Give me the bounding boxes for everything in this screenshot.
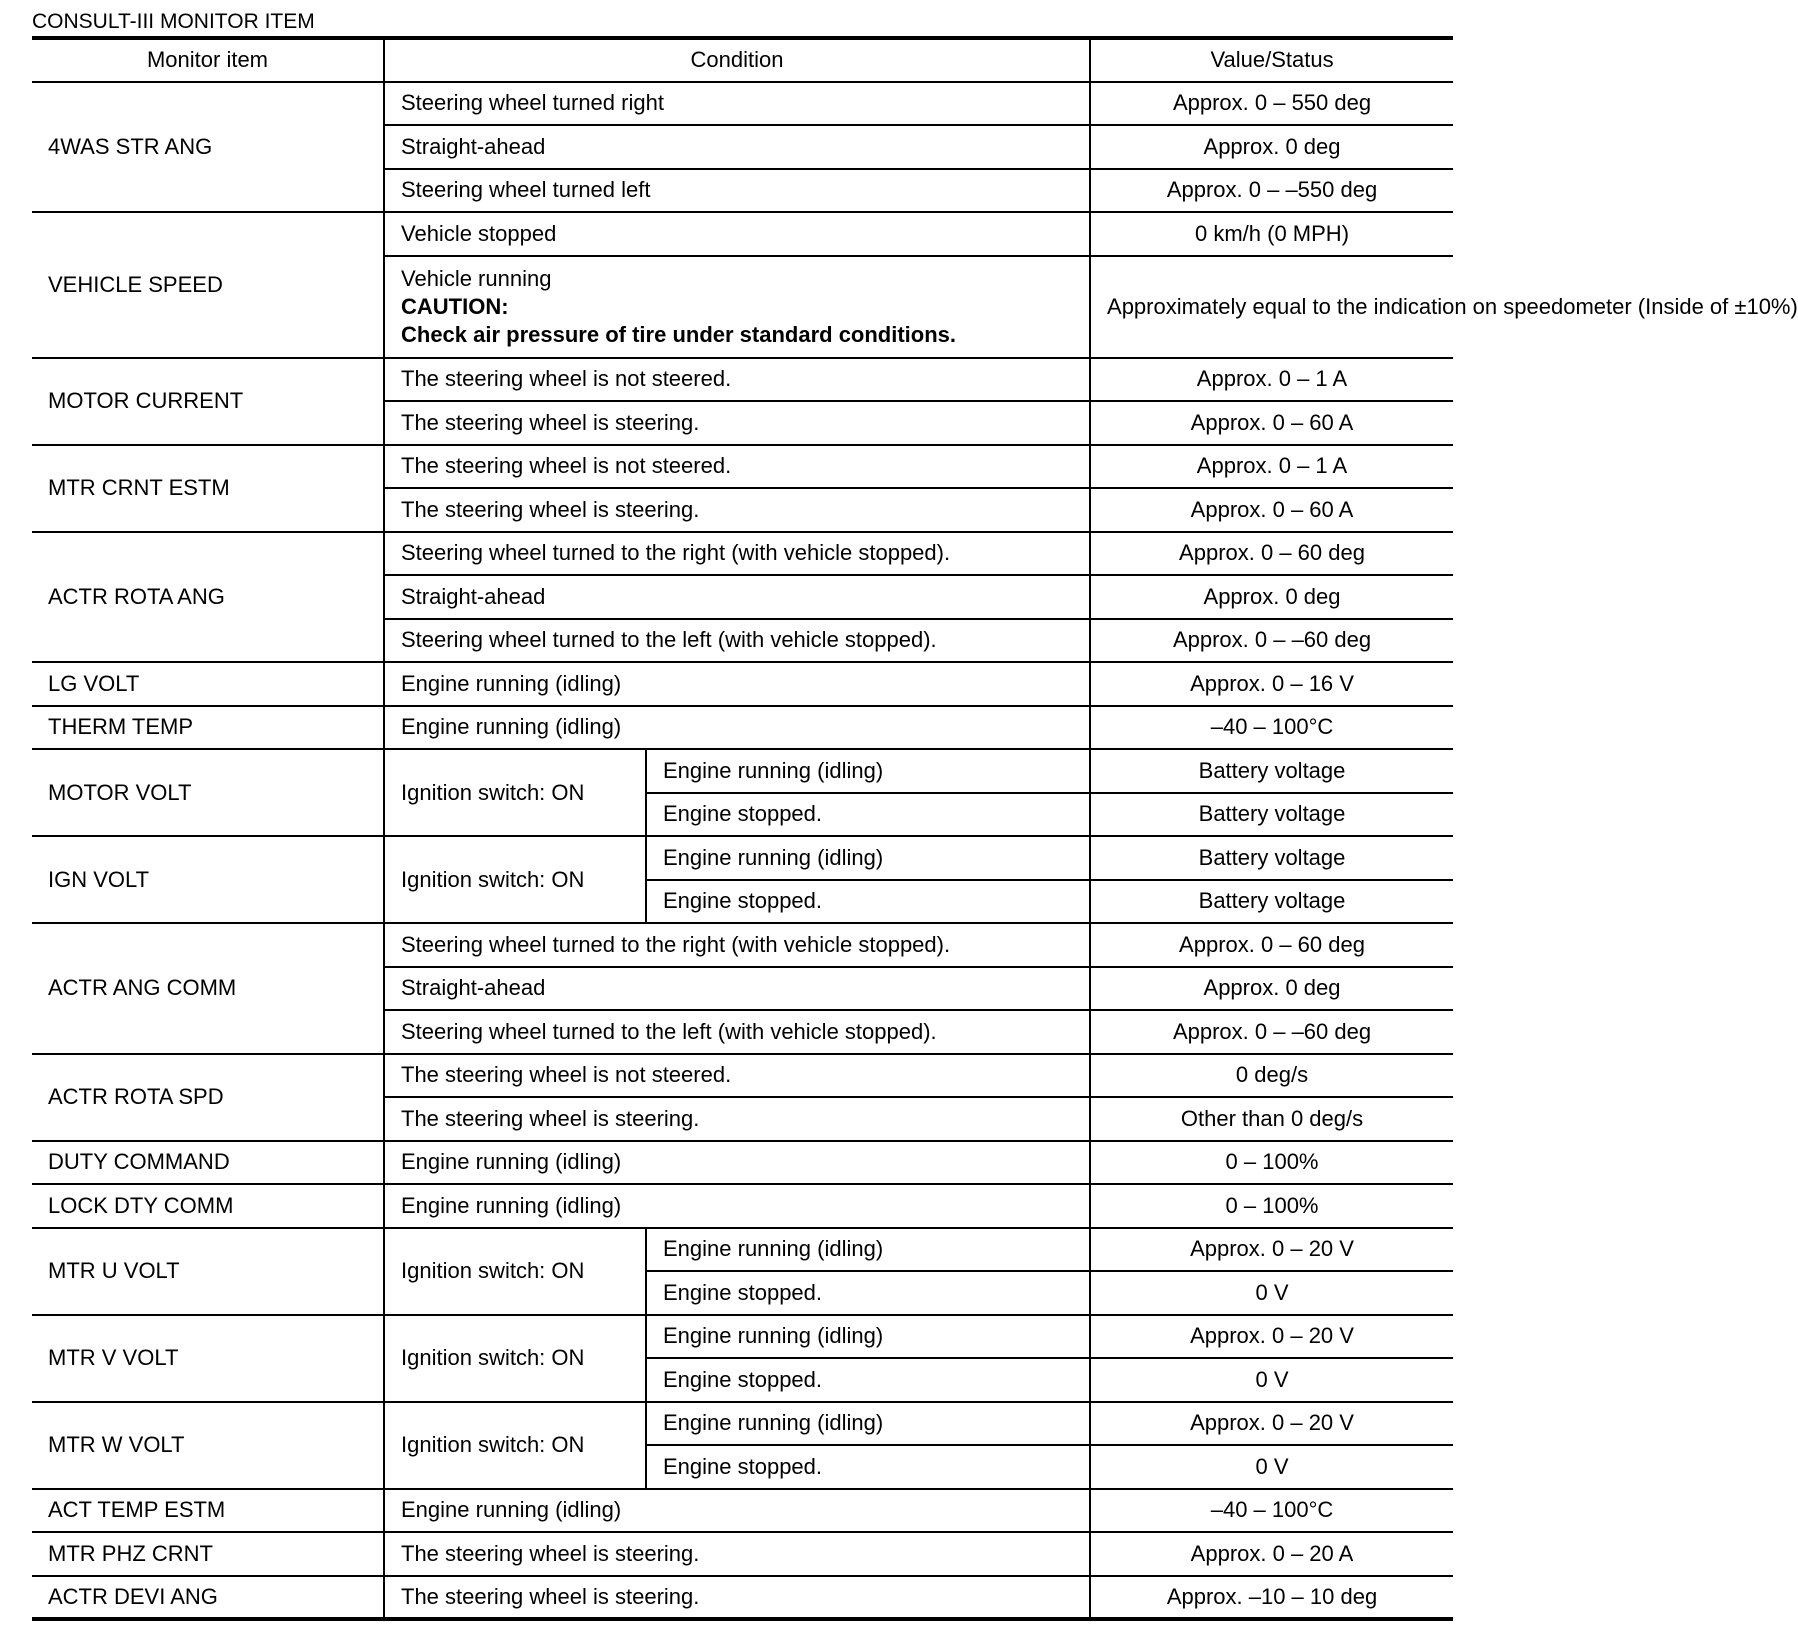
condition-cell: The steering wheel is steering. [384,488,1090,532]
condition-cell: Engine stopped. [646,793,1090,837]
table-row [32,82,1453,126]
condition-cell: Straight-ahead [384,967,1090,1011]
condition-cell: Vehicle stopped [384,212,1090,256]
condition-cell: Steering wheel turned to the right (with vehicle stopped). [384,923,1090,967]
table-row [32,1228,1453,1272]
column-header-monitor-item: Monitor item [32,38,384,82]
value-status-cell: 0 V [1090,1445,1453,1489]
main-condition-cell: Ignition switch: ON [384,749,646,836]
value-status-cell: Approx. 0 – 1 A [1090,445,1453,489]
table-row [32,1489,1453,1533]
monitor-item-cell: MTR V VOLT [32,1315,384,1402]
condition-cell: Engine stopped. [646,1271,1090,1315]
condition-cell: Engine stopped. [646,1445,1090,1489]
main-condition-cell: Ignition switch: ON [384,1402,646,1489]
condition-cell: Engine running (idling) [384,706,1090,750]
value-status-cell: Approx. 0 deg [1090,575,1453,619]
value-status-cell: Approx. 0 – –550 deg [1090,169,1453,213]
table-row [32,749,1453,793]
condition-cell: Engine running (idling) [384,1141,1090,1185]
column-header-condition: Condition [384,38,1090,82]
condition-cell: Steering wheel turned to the right (with vehicle stopped). [384,532,1090,576]
table-row [32,358,1453,402]
monitor-item-cell: ACTR ANG COMM [32,923,384,1054]
value-status-cell: Approx. 0 – 550 deg [1090,82,1453,126]
caution-label: CAUTION: [401,293,509,319]
monitor-item-cell: IGN VOLT [32,836,384,923]
value-status-cell: Approximately equal to the indication on speedometer (Inside of ±10%) [1090,256,1453,358]
table-row [32,836,1453,880]
table-row [32,1184,1453,1228]
monitor-item-cell: MTR U VOLT [32,1228,384,1315]
monitor-item-cell: THERM TEMP [32,706,384,750]
condition-cell: Engine running (idling) [646,1228,1090,1272]
condition-cell: Engine running (idling) [384,1184,1090,1228]
table-header-row [32,38,1453,82]
main-condition-cell: Ignition switch: ON [384,836,646,923]
monitor-item-cell: MOTOR CURRENT [32,358,384,445]
value-status-cell: Approx. 0 – 16 V [1090,662,1453,706]
value-status-cell: Approx. 0 – 60 deg [1090,923,1453,967]
table-row [32,212,1453,256]
main-condition-cell: Ignition switch: ON [384,1228,646,1315]
value-status-cell: Battery voltage [1090,749,1453,793]
condition-cell: The steering wheel is steering. [384,1532,1090,1576]
monitor-item-table [32,36,1798,1621]
condition-cell: Straight-ahead [384,575,1090,619]
table-row [32,706,1453,750]
condition-cell: The steering wheel is steering. [384,1576,1090,1620]
condition-cell: The steering wheel is not steered. [384,1054,1090,1098]
monitor-item-cell: ACTR ROTA ANG [32,532,384,663]
table-row [32,1532,1453,1576]
value-status-cell: Battery voltage [1090,836,1453,880]
condition-cell: Steering wheel turned right [384,82,1090,126]
table-row [32,445,1453,489]
value-status-cell: –40 – 100°C [1090,1489,1453,1533]
condition-cell: The steering wheel is steering. [384,1097,1090,1141]
value-status-cell: –40 – 100°C [1090,706,1453,750]
monitor-item-cell: MTR W VOLT [32,1402,384,1489]
value-status-cell: 0 – 100% [1090,1184,1453,1228]
table-body [32,82,1798,1620]
condition-cell: Engine running (idling) [646,1402,1090,1446]
monitor-item-cell: ACTR DEVI ANG [32,1576,384,1620]
condition-cell: Engine running (idling) [384,662,1090,706]
value-status-cell: Approx. 0 – –60 deg [1090,1010,1453,1054]
table-row [32,1054,1453,1098]
value-status-cell: 0 V [1090,1358,1453,1402]
monitor-item-cell: 4WAS STR ANG [32,82,384,213]
value-status-cell: 0 V [1090,1271,1453,1315]
monitor-item-cell: DUTY COMMAND [32,1141,384,1185]
condition-cell: The steering wheel is not steered. [384,445,1090,489]
value-status-cell: 0 – 100% [1090,1141,1453,1185]
column-header-value-status: Value/Status [1090,38,1453,82]
condition-cell: Steering wheel turned to the left (with vehicle stopped). [384,1010,1090,1054]
table-row [32,532,1453,576]
monitor-item-cell: VEHICLE SPEED [32,212,384,358]
monitor-item-cell: MTR CRNT ESTM [32,445,384,532]
condition-cell: Engine stopped. [646,1358,1090,1402]
value-status-cell: Approx. 0 – 20 V [1090,1315,1453,1359]
condition-cell: Engine running (idling) [384,1489,1090,1533]
table-row [32,923,1453,967]
value-status-cell: Approx. –10 – 10 deg [1090,1576,1453,1620]
value-status-cell: Approx. 0 – 60 A [1090,401,1453,445]
condition-cell: Engine stopped. [646,880,1090,924]
monitor-item-cell: MTR PHZ CRNT [32,1532,384,1576]
page-title: CONSULT-III MONITOR ITEM [32,10,315,33]
value-status-cell: Approx. 0 – 20 V [1090,1228,1453,1272]
value-status-cell: Approx. 0 – 60 A [1090,488,1453,532]
condition-cell: The steering wheel is not steered. [384,358,1090,402]
value-status-cell: Battery voltage [1090,793,1453,837]
table-row [32,1402,1453,1446]
value-status-cell: Approx. 0 – 1 A [1090,358,1453,402]
value-status-cell: Battery voltage [1090,880,1453,924]
table-row [32,1576,1453,1620]
condition-cell: Straight-ahead [384,125,1090,169]
value-status-cell: 0 deg/s [1090,1054,1453,1098]
condition-text: Vehicle running [401,265,552,291]
condition-cell: Engine running (idling) [646,749,1090,793]
value-status-cell: Approx. 0 – 60 deg [1090,532,1453,576]
value-status-cell: Approx. 0 deg [1090,967,1453,1011]
condition-cell: Steering wheel turned left [384,169,1090,213]
condition-cell [384,256,1090,358]
table-row [32,1141,1453,1185]
table-row [32,1315,1453,1359]
value-status-cell: Approx. 0 – 20 V [1090,1402,1453,1446]
monitor-item-cell: MOTOR VOLT [32,749,384,836]
value-status-cell: 0 km/h (0 MPH) [1090,212,1453,256]
table-row [32,662,1453,706]
value-status-cell: Approx. 0 deg [1090,125,1453,169]
value-status-cell: Other than 0 deg/s [1090,1097,1453,1141]
monitor-item-cell: LG VOLT [32,662,384,706]
monitor-item-cell: LOCK DTY COMM [32,1184,384,1228]
condition-cell: Steering wheel turned to the left (with vehicle stopped). [384,619,1090,663]
value-status-cell: Approx. 0 – 20 A [1090,1532,1453,1576]
caution-text: Check air pressure of tire under standard conditions. [401,321,957,347]
value-status-cell: Approx. 0 – –60 deg [1090,619,1453,663]
monitor-item-cell: ACT TEMP ESTM [32,1489,384,1533]
condition-cell: The steering wheel is steering. [384,401,1090,445]
condition-cell: Engine running (idling) [646,836,1090,880]
monitor-item-cell: ACTR ROTA SPD [32,1054,384,1141]
main-condition-cell: Ignition switch: ON [384,1315,646,1402]
condition-cell: Engine running (idling) [646,1315,1090,1359]
